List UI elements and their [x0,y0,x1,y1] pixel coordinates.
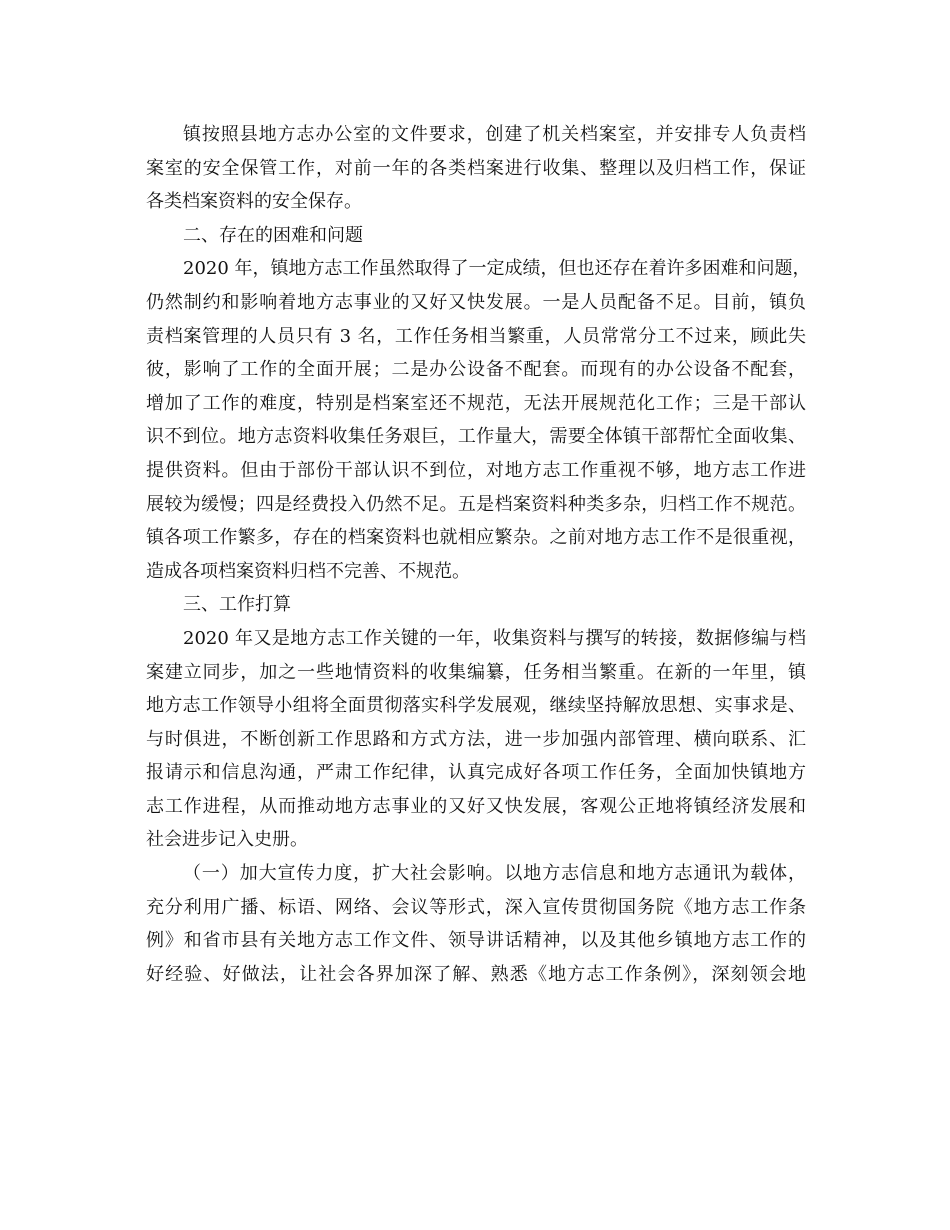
section-heading: 三、工作打算 [183,594,291,616]
text-line: 例》和省市县有关地方志工作文件、领导讲话精神，以及其他乡镇地方志工作的 [146,930,806,952]
text-line: 增加了工作的难度，特别是档案室还不规范，无法开展规范化工作；三是干部认 [146,392,806,414]
text-line: 责档案管理的人员只有 3 名，工作任务相当繁重，人员常常分工不过来，顾此失 [146,325,806,347]
text-line: 彼，影响了工作的全面开展；二是办公设备不配套。而现有的办公设备不配套， [146,359,806,381]
text-line: 案建立同步，加之一些地情资料的收集编纂，任务相当繁重。在新的一年里，镇 [146,661,806,683]
text-line: 报请示和信息沟通，严肃工作纪律，认真完成好各项工作任务，全面加快镇地方 [146,762,806,784]
text-line: 好经验、好做法，让社会各界加深了解、熟悉《地方志工作条例》，深刻领会地 [146,963,806,985]
text-line: 社会进步记入史册。 [146,829,308,851]
document-body [146,118,811,991]
text-line: 2020 年，镇地方志工作虽然取得了一定成绩，但也还存在着许多困难和问题， [183,258,811,280]
text-line: 志工作进程，从而推动地方志事业的又好又快发展，客观公正地将镇经济发展和 [146,795,806,817]
text-line: 地方志工作领导小组将全面贯彻落实科学发展观，继续坚持解放思想、实事求是、 [146,695,806,717]
text-line: 2020 年又是地方志工作关键的一年，收集资料与撰写的转接，数据修编与档 [183,627,806,649]
text-line: 造成各项档案资料归档不完善、不规范。 [146,560,470,582]
text-line: 充分利用广播、标语、网络、会议等形式，深入宣传贯彻国务院《地方志工作条 [146,896,806,918]
text-line: 案室的安全保管工作，对前一年的各类档案进行收集、整理以及归档工作，保证 [146,157,806,179]
text-line: 提供资料。但由于部份干部认识不到位，对地方志工作重视不够，地方志工作进 [146,459,806,481]
text-line: （一）加大宣传力度，扩大社会影响。以地方志信息和地方志通讯为载体， [183,863,806,885]
text-line: 展较为缓慢；四是经费投入仍然不足。五是档案资料种类多杂，归档工作不规范。 [146,493,806,515]
section-heading: 二、存在的困难和问题 [183,224,363,246]
text-line: 镇按照县地方志办公室的文件要求，创建了机关档案室，并安排专人负责档 [183,124,806,145]
text-line: 各类档案资料的安全保存。 [146,191,362,213]
text-line: 识不到位。地方志资料收集任务艰巨，工作量大，需要全体镇干部帮忙全面收集、 [146,426,806,448]
text-line: 仍然制约和影响着地方志事业的又好又快发展。一是人员配备不足。目前，镇负 [146,291,806,313]
text-line: 与时俱进，不断创新工作思路和方式方法，进一步加强内部管理、横向联系、汇 [146,728,806,750]
text-line: 镇各项工作繁多，存在的档案资料也就相应繁杂。之前对地方志工作不是很重视， [146,527,806,549]
